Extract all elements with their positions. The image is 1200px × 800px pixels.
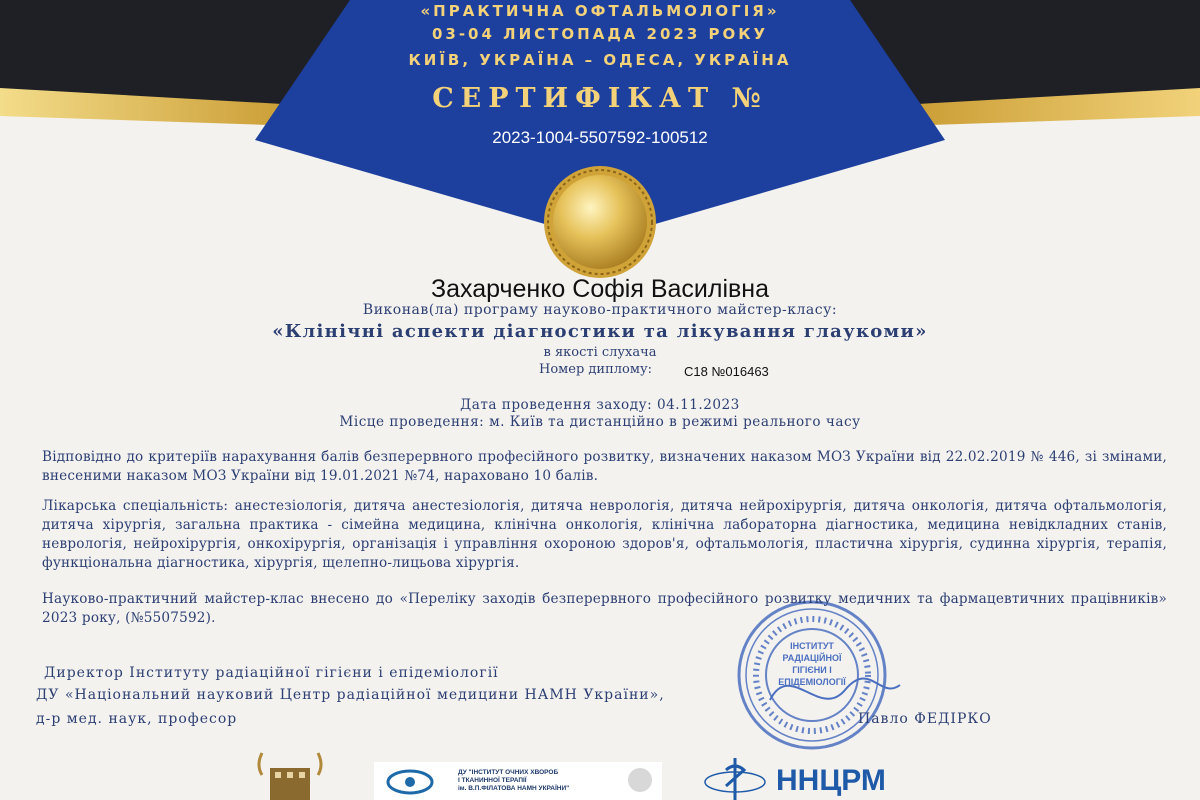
nncrm-logo-text: ННЦРМ [776, 764, 886, 797]
certificate-number: 2023-1004-5507592-100512 [492, 128, 708, 147]
event-date: Дата проведення заходу: 04.11.2023 [460, 397, 740, 413]
registry-paragraph: Науково-практичний майстер-клас внесено до «Переліку заходів безперервного професійного розвитку медичних та фармацевтичних працівників» 2023 року, (№5507592). [42, 591, 1167, 626]
participant-name: Захарченко Софія Василівна [430, 275, 770, 303]
completed-text: Виконав(ла) програму науково-практичного майстер-класу: [362, 302, 838, 318]
event-place: Місце проведення: м. Київ та дистанційно в режимі реального часу [339, 414, 861, 430]
diploma-label: Номер диплому: [539, 362, 652, 377]
course-title: «Клінічні аспекти діагностики та лікування глаукоми» [272, 321, 928, 342]
diploma-number: C18 №016463 [684, 364, 769, 379]
stamp-text: ІНСТИТУТ РАДІАЦІЙНОЇ ГІГІЄНИ І ЕПІДЕМІОЛОГІЇ [778, 641, 846, 687]
certificate-title: СЕРТИФІКАТ № [432, 83, 768, 114]
signature-line-1: Директор Інституту радіаційної гігієни і епідеміології [44, 665, 499, 681]
signature-line-2: ДУ «Національний науковий Центр радіаційної медицини НАМН України», [36, 687, 665, 703]
points-paragraph: Відповідно до критеріїв нарахування балів безперервного професійного розвитку, визначених наказом МОЗ України від 22.02.2019 № 446, зі змінами, внесеними наказом МОЗ України від 19.01.2021 №74, нараховано 10 балів. [42, 449, 1167, 484]
filatov-logo-text: ДУ "ІНСТИТУТ ОЧНИХ ХВОРОБ І ТКАНИННОЇ ТЕРАПІЇ ім. В.П.ФІЛАТОВА НАМН УКРАЇНИ" [458, 769, 570, 792]
signatory-name: Павло ФЕДІРКО [858, 711, 992, 727]
signature-line-3: д-р мед. наук, професор [36, 711, 238, 727]
gold-seal [544, 166, 656, 278]
event-location: КИЇВ, УКРАЇНА – ОДЕСА, УКРАЇНА [408, 51, 792, 69]
participant-role: в якості слухача [543, 345, 657, 360]
event-name: «ПРАКТИЧНА ОФТАЛЬМОЛОГІЯ» [420, 2, 780, 20]
specialties-paragraph: Лікарська спеціальність: анестезіологія, дитяча анестезіологія, дитяча неврологія, дитяча нейрохірургія, дитяча онкологія, дитяча офтальмологія, дитяча хірургія, загальна практика - сімейна медицина, клінічна онкологія, клінічна лабораторна діагностика, медицина невідкладних станів, неврологія, нейрохірургія, онкохірургія, організація і управління охороною здоров'я, офтальмологія, пластична хірургія, судинна хірургія, терапія, функціональна діагностика, хірургія, щелепно-лицьова хірургія. [42, 498, 1167, 571]
event-dates: 03-04 ЛИСТОПАДА 2023 РОКУ [431, 25, 769, 43]
